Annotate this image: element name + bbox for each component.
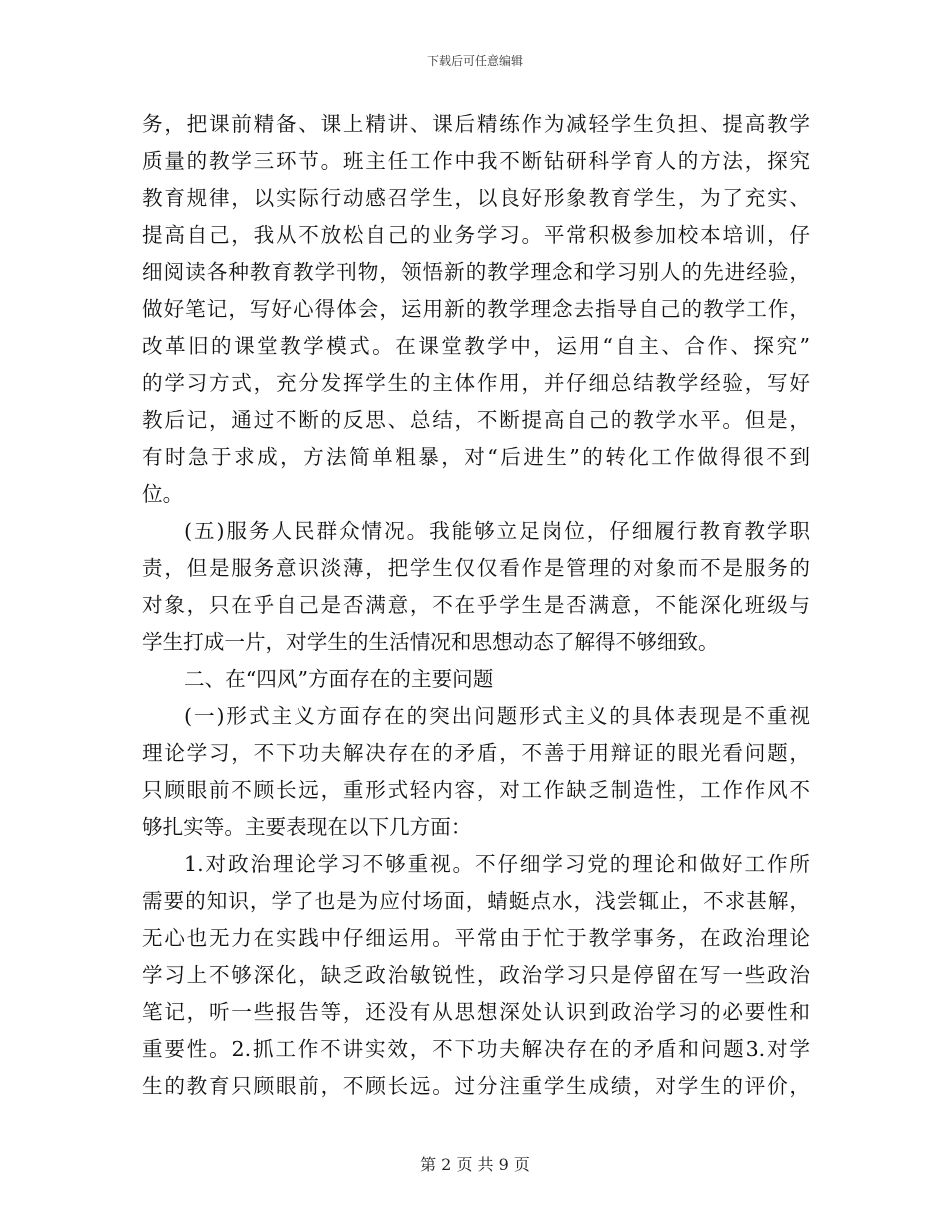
text-line: 对象，只在乎自己是否满意，不在乎学生是否满意，不能深化班级与 [142, 593, 810, 617]
text-line: (一)形式主义方面存在的突出问题形式主义的具体表现是不重视 [184, 704, 810, 728]
text-line: 务，把课前精备、课上精讲、课后精练作为减轻学生负担、提高教学 [142, 112, 810, 136]
document-body [142, 106, 810, 1105]
text-line: 教后记，通过不断的反思、总结，不断提高自己的教学水平。但是， [142, 408, 810, 432]
text-line: 的学习方式，充分发挥学生的主体作用，并仔细总结教学经验，写好 [142, 371, 810, 395]
text-line: 生的教育只顾眼前，不顾长远。过分注重学生成绩，对学生的评价， [142, 1074, 810, 1098]
text-line: 位。 [142, 482, 184, 506]
text-line: 提高自己，我从不放松自己的业务学习。平常积极参加校本培训，仔 [142, 223, 810, 247]
text-line: 学生打成一片，对学生的生活情况和思想动态了解得不够细致。 [142, 630, 719, 654]
text-line: 有时急于求成，方法简单粗暴，对“后进生”的转化工作做得很不到 [142, 445, 810, 469]
text-line: 细阅读各种教育教学刊物，领悟新的教学理念和学习别人的先进经验， [142, 260, 810, 284]
text-line: 需要的知识，学了也是为应付场面，蜻蜓点水，浅尝辄止，不求甚解， [142, 889, 810, 913]
text-line: 教育规律，以实际行动感召学生，以良好形象教育学生，为了充实、 [142, 186, 810, 210]
text-line: 够扎实等。主要表现在以下几方面： [142, 815, 472, 839]
text-line: (五)服务人民群众情况。我能够立足岗位，仔细履行教育教学职 [184, 519, 810, 543]
text-line: 质量的教学三环节。班主任工作中我不断钻研科学育人的方法，探究 [142, 149, 810, 173]
text-line: 学习上不够深化，缺乏政治敏锐性，政治学习只是停留在写一些政治 [142, 963, 810, 987]
text-line: 理论学习，不下功夫解决存在的矛盾，不善于用辩证的眼光看问题， [142, 741, 810, 765]
page-number-footer: 第 2 页 共 9 页 [420, 1155, 530, 1174]
text-line: 责，但是服务意识淡薄，把学生仅仅看作是管理的对象而不是服务的 [142, 556, 810, 580]
text-line: 二、在“四风”方面存在的主要问题 [184, 667, 494, 691]
text-line: 做好笔记，写好心得体会，运用新的教学理念去指导自己的教学工作， [142, 297, 810, 321]
text-line: 1.对政治理论学习不够重视。不仔细学习党的理论和做好工作所 [184, 852, 810, 876]
text-line: 笔记，听一些报告等，还没有从思想深处认识到政治学习的必要性和 [142, 1000, 810, 1024]
text-line: 只顾眼前不顾长远，重形式轻内容，对工作缺乏制造性，工作作风不 [142, 778, 810, 802]
text-line: 改革旧的课堂教学模式。在课堂教学中，运用“自主、合作、探究” [142, 334, 810, 358]
text-line: 无心也无力在实践中仔细运用。平常由于忙于教学事务，在政治理论 [142, 926, 810, 950]
text-line: 重要性。2.抓工作不讲实效，不下功夫解决存在的矛盾和问题3.对学 [142, 1037, 810, 1061]
page-header: 下载后可任意编辑 [426, 54, 523, 68]
